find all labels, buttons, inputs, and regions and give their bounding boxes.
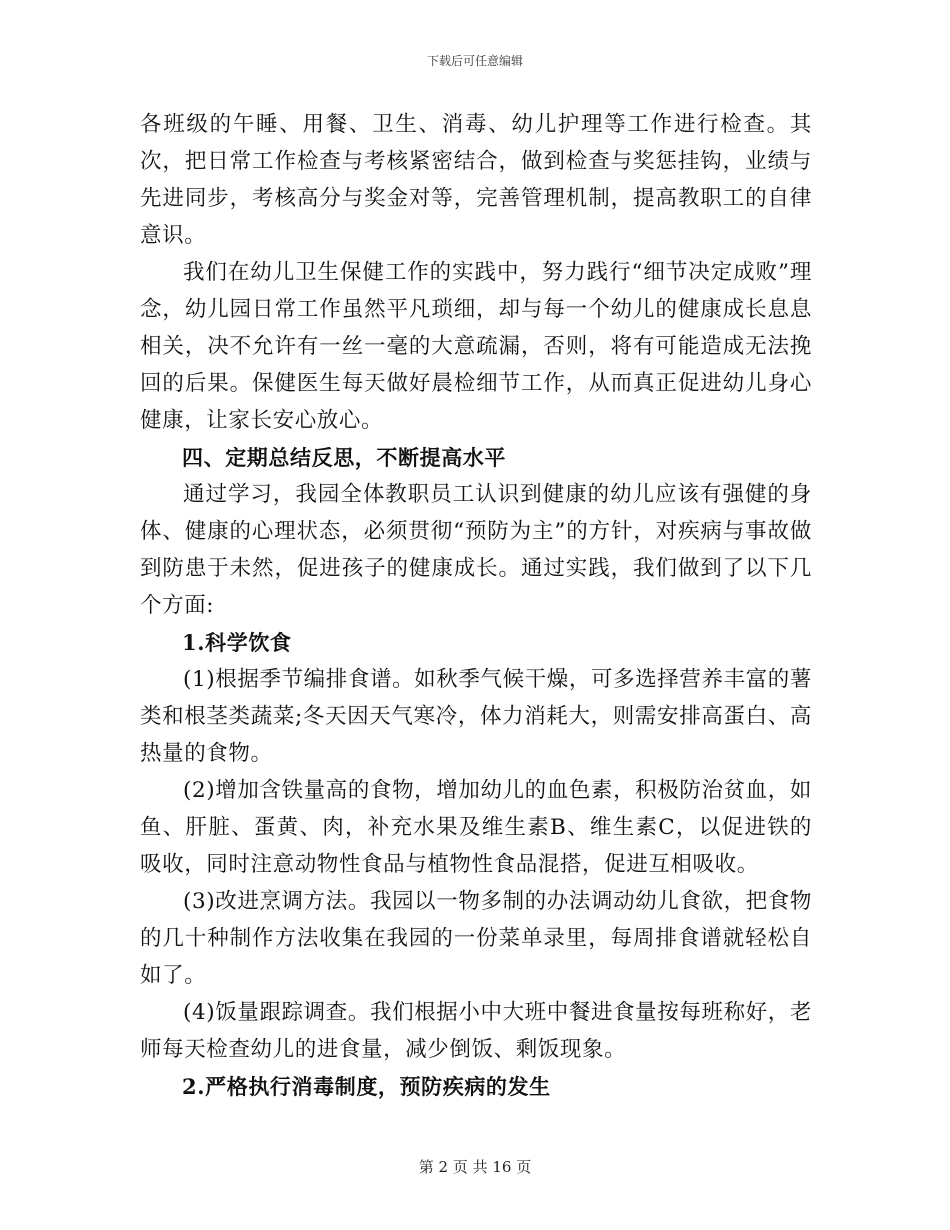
list-item-seasonal-menu: (1)根据季节编排食谱。如秋季气候干燥，可多选择营养丰富的薯类和根茎类蔬菜;冬天因天气寒冷，体力消耗大，则需安排高蛋白、高热量的食物。 (140, 667, 812, 766)
document-body (140, 106, 812, 1105)
list-item-cooking-method: (3)改进烹调方法。我园以一物多制的办法调动幼儿食欲，把食物的几十种制作方法收集在我园的一份菜单录里，每周排食谱就轻松自如了。 (140, 889, 812, 988)
page-footer: 第 2 页 共 16 页 (418, 1158, 532, 1176)
subheading-disinfection: 2.严格执行消毒制度，预防疾病的发生 (182, 1074, 551, 1099)
paragraph-learning: 通过学习，我园全体教职员工认识到健康的幼儿应该有强健的身体、健康的心理状态，必须贯彻“预防为主”的方针，对疾病与事故做到防患于未然，促进孩子的健康成长。通过实践，我们做到了以下几个方面: (140, 482, 812, 618)
subheading-diet: 1.科学饮食 (182, 630, 292, 655)
list-item-food-survey: (4)饭量跟踪调查。我们根据小中大班中餐进食量按每班称好，老师每天检查幼儿的进食量，减少倒饭、剩饭现象。 (140, 1000, 812, 1062)
page-header: 下载后可任意编辑 (426, 54, 523, 68)
paragraph-inspection: 各班级的午睡、用餐、卫生、消毒、幼儿护理等工作进行检查。其次，把日常工作检查与考核紧密结合，做到检查与奖惩挂钩，业绩与先进同步，考核高分与奖金对等，完善管理机制，提高教职工的自律意识。 (140, 112, 812, 248)
section-heading-four: 四、定期总结反思，不断提高水平 (182, 445, 506, 470)
list-item-iron-food: (2)增加含铁量高的食物，增加幼儿的血色素，积极防治贫血，如鱼、肝脏、蛋黄、肉，补充水果及维生素B、维生素C，以促进铁的吸收，同时注意动物性食品与植物性食品混搭，促进互相吸收。 (140, 778, 812, 877)
paragraph-detail-practice: 我们在幼儿卫生保健工作的实践中，努力践行“细节决定成败”理念，幼儿园日常工作虽然平凡琐细，却与每一个幼儿的健康成长息息相关，决不允许有一丝一毫的大意疏漏，否则，将有可能造成无法挽回的后果。保健医生每天做好晨检细节工作，从而真正促进幼儿身心健康，让家长安心放心。 (140, 260, 812, 433)
